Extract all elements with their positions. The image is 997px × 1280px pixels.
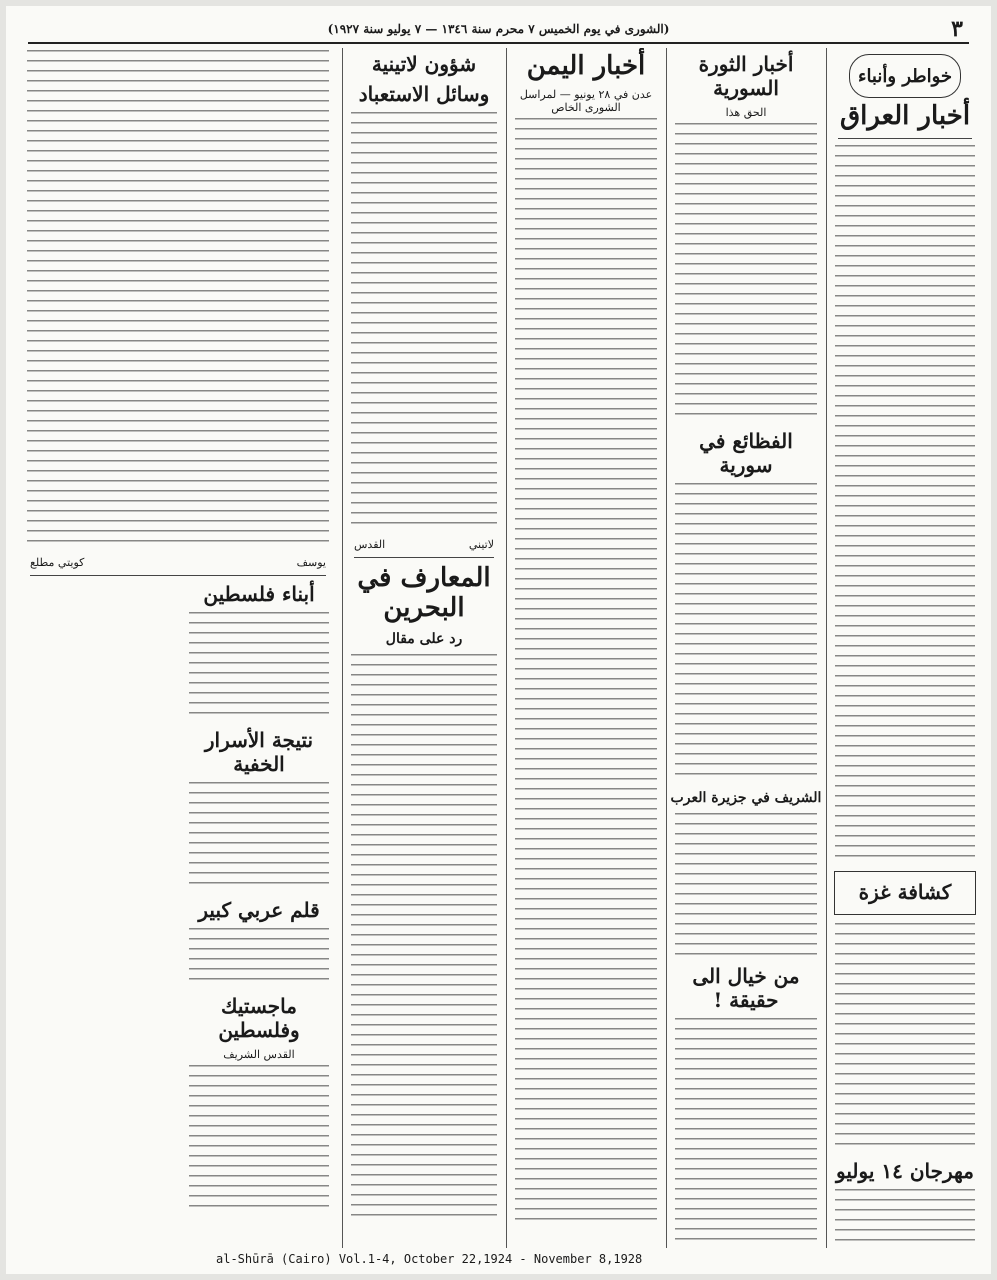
article-body xyxy=(835,1189,975,1248)
headline-yemen: أخبار اليمن xyxy=(526,51,646,81)
headline-great-pen: قلم عربي كبير xyxy=(198,898,320,922)
article-body xyxy=(189,928,329,988)
article-body xyxy=(351,654,497,1224)
article-body xyxy=(189,612,329,722)
headline-latin-affairs: شؤون لاتينية xyxy=(371,52,477,76)
place-name: القدس xyxy=(354,538,386,551)
kicker: الحق هذا xyxy=(725,106,767,119)
column-3 xyxy=(510,48,662,1248)
article-body xyxy=(675,813,817,958)
article-body xyxy=(675,123,817,423)
article-body xyxy=(189,782,329,892)
headline-sons-palestine: أبناء فلسطين xyxy=(203,582,315,606)
signature-left: يوسف xyxy=(296,556,326,569)
column-4 xyxy=(346,48,502,1248)
subheadline-enslavement: وسائل الاستعباد xyxy=(358,82,490,106)
article-body xyxy=(675,483,817,783)
headline-majestic-palestine: ماجستيك وفلسطين xyxy=(218,994,300,1042)
article-body xyxy=(515,118,657,1228)
headline-gaza-scouts: كشافة غزة xyxy=(858,879,952,904)
headline-syrian-revolution: أخبار الثورة السورية xyxy=(698,52,794,100)
article-body xyxy=(27,50,329,550)
article-body xyxy=(675,1018,817,1248)
subheadline-reply: رد على مقال xyxy=(385,630,463,647)
archive-footer: al-Shūrā (Cairo) Vol.1-4, October 22,1924 - November 8,1928 xyxy=(216,1252,643,1266)
signature: لاتيني xyxy=(468,538,494,551)
article-body xyxy=(835,145,975,865)
headline-sharif-arabia: الشريف في جزيرة العرب xyxy=(670,790,822,806)
article-body xyxy=(351,112,497,532)
article-body xyxy=(189,1065,329,1215)
column-1 xyxy=(830,48,980,1248)
article-body xyxy=(835,923,975,1153)
headline-atrocities-syria: الفظائع في سورية xyxy=(699,429,793,477)
dateline: القدس الشريف xyxy=(223,1048,295,1061)
masthead: (الشورى في يوم الخميس ٧ محرم سنة ١٣٤٦ — ٧ يوليو سنة ١٩٢٧) xyxy=(327,22,670,36)
signature-right: كويتي مطلع xyxy=(30,556,85,569)
headline-fantasy-reality: من خيال الى حقيقة ! xyxy=(692,964,800,1013)
section-emblem: خواطر وأنباء xyxy=(849,54,961,98)
column-5 xyxy=(22,48,334,1248)
page-header xyxy=(28,16,969,44)
dateline: عدن في ٢٨ يونيو — لمراسل الشورى الخاص xyxy=(519,87,653,114)
headline-iraq: أخبار العراق xyxy=(839,101,971,131)
page-number: ٣ xyxy=(951,16,963,42)
newspaper-page xyxy=(6,6,991,1274)
headline-hidden-secrets: نتيجة الأسرار الخفية xyxy=(204,728,314,776)
headline-july-festival: مهرجان ١٤ يوليو xyxy=(836,1158,974,1183)
headline-education-bahrain: المعارف في البحرين xyxy=(357,563,491,623)
column-2 xyxy=(670,48,822,1248)
